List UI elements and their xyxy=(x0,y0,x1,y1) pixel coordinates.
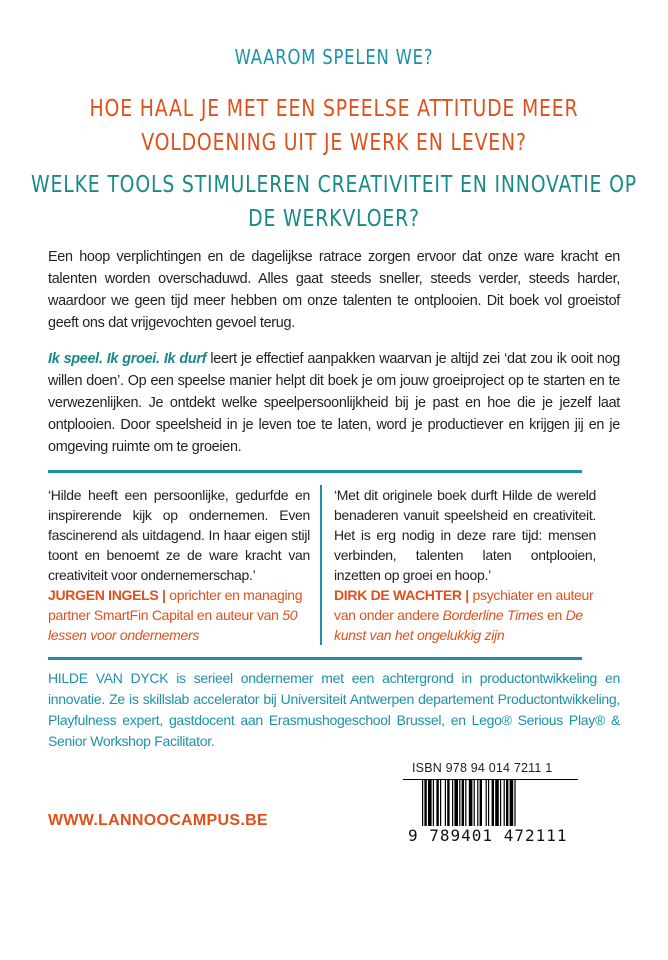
barcode-bar xyxy=(465,780,466,826)
intro-paragraph: Een hoop verplichtingen en de dagelijkse ratrace zorgen ervoor dat onze ware kracht en talenten worden overschaduwd. Alles gaat steeds sneller, steeds verder, steeds harder, waardoor we geen tijd meer hebben om onze talenten te ontplooien. Dit boek vol groeistof geeft ons dat vrijgevochten gevoel terug. xyxy=(48,249,620,331)
quote-text: ‘Hilde heeft een persoonlijke, gedurfde en inspirerende kijk op ondernemen. Even fascinerend als uitdagend. In haar eigen stijl toont en benoemt ze de ware kracht van creativiteit voor ondernemerschap.’ xyxy=(48,487,310,583)
publisher-website: WWW.LANNOOCAMPUS.BE xyxy=(48,812,268,829)
barcode-bar xyxy=(447,780,449,826)
quote-author: JURGEN INGELS | xyxy=(48,587,166,603)
barcode-bar xyxy=(440,780,441,826)
endorsement-quote xyxy=(322,485,596,645)
barcode-bar xyxy=(506,780,508,826)
barcode-bar xyxy=(422,780,423,826)
headline-question-3: WELKE TOOLS STIMULEREN CREATIVITEIT EN INNOVATIE OP DE WERKVLOER? xyxy=(31,172,637,232)
description-paragraph xyxy=(48,348,620,458)
author-role: oprichter en managing partner SmartFin Capital en auteur van xyxy=(48,587,303,623)
barcode-bar xyxy=(433,780,434,826)
barcode-bar xyxy=(474,780,475,826)
divider-top xyxy=(48,470,582,473)
ean-digits: 9 789401 472111 xyxy=(408,826,568,845)
barcode-bar xyxy=(477,780,478,826)
author-book: 50 lessen voor ondernemers xyxy=(48,607,298,643)
quote-author: DIRK DE WACHTER | xyxy=(334,587,469,603)
barcode-bar xyxy=(462,780,464,826)
barcode-bar xyxy=(424,780,426,826)
quote-attribution xyxy=(334,585,596,645)
barcode-bar xyxy=(488,780,489,826)
barcode-bar xyxy=(459,780,460,826)
barcode-bar xyxy=(514,780,515,826)
barcode-bar xyxy=(480,780,482,826)
author-book: De kunst van het ongelukkig zijn xyxy=(334,607,583,643)
footer xyxy=(48,760,620,860)
barcode-bar xyxy=(445,780,446,826)
barcode-bar xyxy=(452,780,453,826)
barcode-bar xyxy=(492,780,494,826)
connector: en xyxy=(543,607,566,623)
barcode-bar xyxy=(428,780,432,826)
author-role: psychiater en auteur van onder andere xyxy=(334,587,594,623)
book-title-lead: Ik speel. Ik groei. Ik durf xyxy=(48,351,207,367)
quote-attribution xyxy=(48,585,310,645)
author-bio: HILDE VAN DYCK is serieel ondernemer met een achtergrond in productontwikkeling en innovatie. Ze is skillslab accelerator bij Universiteit Antwerpen departement Productontwikkeling, Playfulness expert, gastdocent aan Erasmushogeschool Brussel, en Lego® Serious Play® & Senior Workshop Facilitator. xyxy=(48,670,620,749)
barcode-bar xyxy=(500,780,501,826)
barcode-bar xyxy=(510,780,514,826)
barcode-bar xyxy=(454,780,458,826)
barcode-bar xyxy=(486,780,487,826)
divider-bottom xyxy=(48,657,582,660)
barcode-bar xyxy=(436,780,438,826)
endorsement-quote xyxy=(48,485,322,645)
quote-text: ‘Met dit originele boek durft Hilde de wereld benaderen vanuit speelsheid en creativiteit. Het is erg nodig in deze rare tijd: mensen verbinden, talenten laten ontplooien, inzetten op groei en hoop.’ xyxy=(334,487,596,583)
endorsements xyxy=(48,485,620,645)
barcode-bar xyxy=(504,780,505,826)
barcode-bar xyxy=(469,780,473,826)
barcode xyxy=(422,780,572,826)
headline-question-1: WAAROM SPELEN WE? xyxy=(234,45,434,69)
isbn-label: ISBN 978 94 014 7211 1 xyxy=(412,761,553,775)
barcode-bar xyxy=(495,780,499,826)
author-book: Borderline Times xyxy=(442,607,544,623)
description-text: leert je effectief aanpakken waarvan je altijd zei ‘dat zou ik ooit nog willen doen’. Op een speelse manier helpt dit boek je om jouw groeiproject op te starten en te verwezenlijken. Je ontdekt welke speelpersoonlijkheid bij je past en hoe die je jezelf laat ontplooien. Door speelsheid in je leven toe te laten, word je productiever en krijgen jij en je omgeving ruimte om te groeien. xyxy=(48,351,620,455)
headline-question-2: HOE HAAL JE MET EEN SPEELSE ATTITUDE MEER VOLDOENING UIT JE WERK EN LEVEN? xyxy=(89,96,579,156)
